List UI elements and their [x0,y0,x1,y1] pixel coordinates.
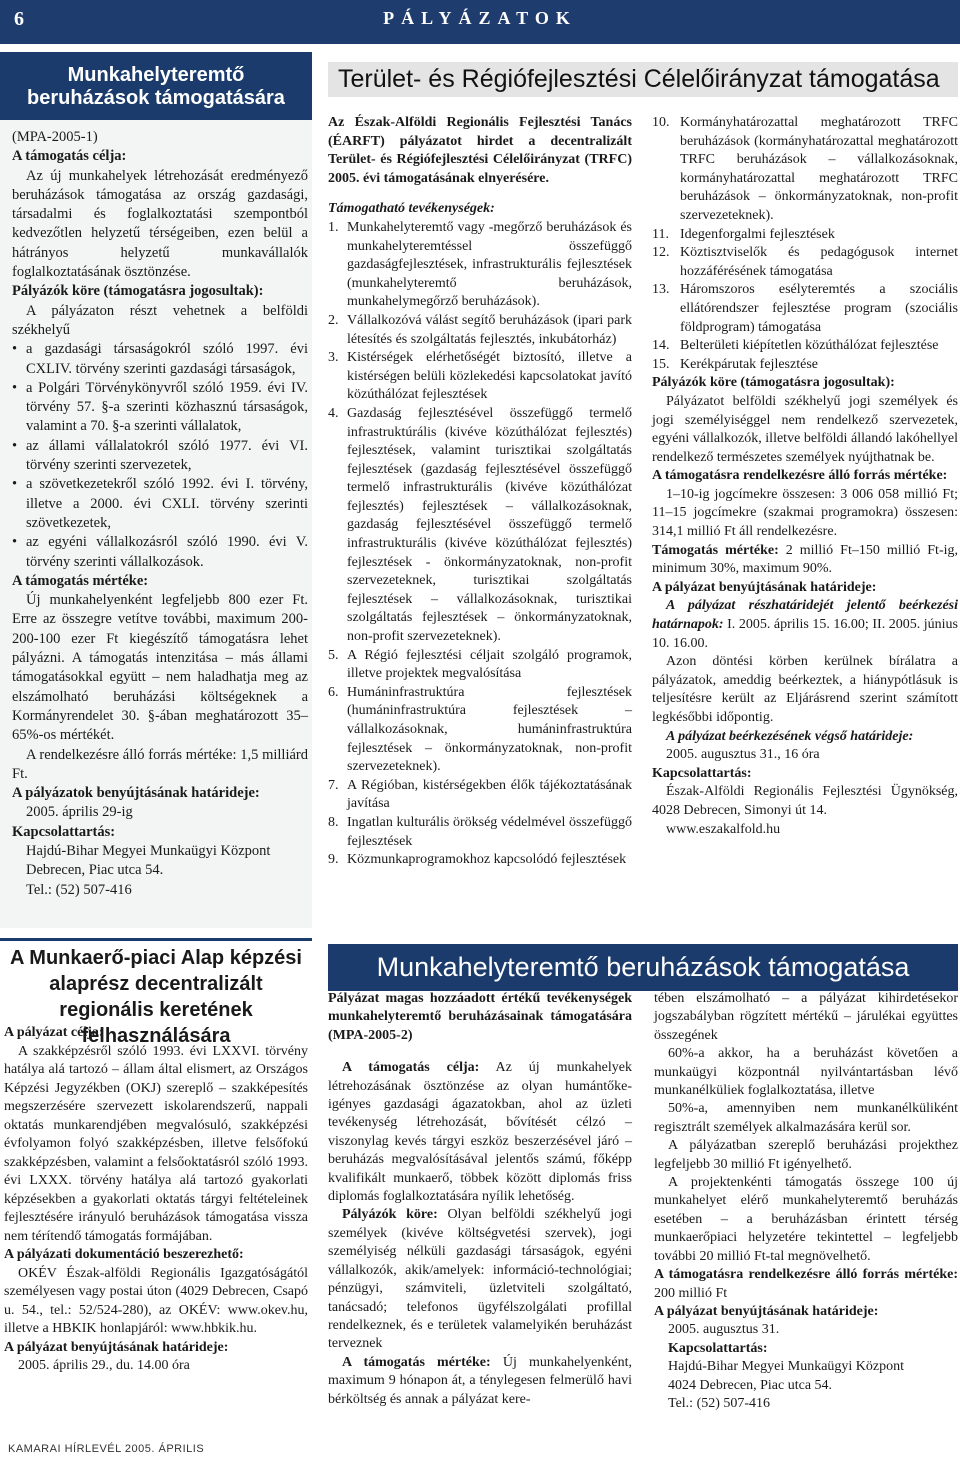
article-3-resource-text: 1–10-ig jogcímekre összesen: 3 006 058 millió Ft; 11–15 jogcímekre (szakmai programokra) összesen: 314,1 millió Ft áll rendelkezésre. [652,486,958,540]
article-2-goal-text: A szakképzésről szóló 1993. évi LXXVI. törvény hatálya alá tartozó – állam által elismert, az Országos Képzési Jegyzékben (OKJ) szereplő – szakképesítés megszerzésére szervezett iskolarendszerű, nappali oktatás munkarendjében megvalósuló, szakképzési évfolyamon folyó szakképzésben, illetve felsőfokú szakképzésben, valamint a felsőoktatásról szóló 1993. évi LXXX. törvény hatálya alá tartozó gyakorlati képzésekben a gyakorlati oktatás tárgyi feltételeinek fejlesztésére irányuló beruházások támogatása vissza nem térítendő támogatás formájában. [4,1043,308,1244]
list-item: • a szövetkezetekről szóló 1992. évi I. törvény, illetve a 2000. évi CXLI. törvény szerinti szövetkezetek, [12,475,308,533]
list-item: 5. A Régió fejlesztési céljait szolgáló programok, illetve projektek megvalósítása [328,647,632,682]
article-3-title: Terület- és Régiófejlesztési Célelőirányzat támogatása [328,62,958,97]
article-2-body [4,1024,308,1376]
section-title: PÁLYÁZATOK [383,8,577,28]
list-item: 15. Kerékpárutak fejlesztése [652,356,818,372]
article-2-docs-text: OKÉV Észak-alföldi Regionális Igazgatóságától személyesen vagy postai úton (4029 Debrecen, Csapó u. 54., tel.: 52/524-280), az OKÉV: www.okev.hu, illetve a HBKIK honlapjáról: www.hbkik.hu. [4,1265,308,1336]
article-4-contact-line: Hajdú-Bihar Megyei Munkaügyi Központ [668,1359,905,1375]
article-4-intro: Pályázat magas hozzáadott értékű tevékenységek munkahelyteremtő beruházásainak támogatására (MPA-2005-2) [328,991,632,1043]
list-item: • a gazdasági társaságokról szóló 1997. évi CXLIV. törvény szerinti gazdasági társaságok, [12,340,308,379]
article-4-eligible: Pályázók köre: Olyan belföldi székhelyű jogi személyek (kivéve költségvetési szervek), jogi személyiség nélküli gazdasági társaságok, egyéni vállalkozók, akik/amelyek: információ-technológiai; pénzügyi, számviteli, üzletviteli szolgáltató, tanácsadó; telefonos ügyfélszolgálati profillal rendelkeznek, és e területek valamelyikén beruházást terveznek [328,1207,632,1352]
article-4-right-p1: tében elszámolható – a pályázat kihirdetésekor jogszabályban rögzített mértékű – járulékai együttes összegének [654,991,958,1043]
article-2-deadline-label: A pályázat benyújtásának határideje: [4,1339,229,1355]
article-4-goal: A támogatás célja: Az új munkahelyek létrehozásának ösztönzése az olyan humántőke-igényes gazdasági ágazatokban, ahol az üzleti tevékenység létrehozását, bővítését célzó – viszonylag kevés tárgyi eszköz beszerzésével járó – beruházás megvalósításával jelentős számú, főképp kvalifikált munkaerő, többek között diplomás friss diplomás foglalkoztatására nyílik lehetőség. [328,1060,632,1205]
list-item: 8. Ingatlan kulturális örökség védelmével összefüggő fejlesztések [328,814,632,849]
list-item: 12. Köztisztviselők és pedagógusok internet hozzáférésének támogatása [652,245,958,279]
article-3-contact-text: Észak-Alföldi Regionális Fejlesztési Ügynökség, 4028 Debrecen, Simonyi út 14. [652,784,958,818]
article-3-deadline-label: A pályázat benyújtásának határideje: [652,579,877,595]
list-item: 4. Gazdaság fejlesztésével összefüggő termelő infrastruktúrális (kivéve közúthálózat fejlesztés) fejlesztések, valamint turisztikai szolgáltatás fejlesztések (gazdaság fejlesztésével összefüggő termelő infrastrukturális (kivéve közúthálózat fejlesztés) fejlesztések – vállalkozásoknak, gazdaság fejlesztésével összefüggő termelő infrastrukturális (kivéve közúthálózat fejlesztés) fejlesztések - önkormányzatoknak, non-profit szervezeteknek, turisztikai szolgáltatás fejlesztések – vállalkozásoknak, turisztikai szolgáltatás fejlesztések – önkormányzatoknak, non-profit szervezeteknek). [328,405,632,645]
article-4-right-p5: A projektenkénti támogatás összege 100 új munkahelyet elérő munkahelyteremtő beruházás esetében – a beruházásban érintett térség munkaerőpiaci helyzetére tekintettel – legfeljebb további 20 millió Ft-tal megnövelhető. [654,1175,958,1264]
page-header [0,0,960,44]
article-3-col-1 [328,114,632,870]
article-1-goal-label: A támogatás célja: [12,148,127,165]
article-3-deadline: A pályázat részhatáridejét jelentő beérkezési határnapok: I. 2005. április 15. 16.00; II. 2005. június 10. 16.00. [652,598,958,651]
article-3-final-label: A pályázat beérkezésének végső határideje: [666,728,914,744]
article-4-title: Munkahelyteremtő beruházások támogatása [328,944,958,991]
article-3-rate: Támogatás mértéke: 2 millió Ft–150 millió Ft-ig, minimum 30%, maximum 90%. [652,542,958,577]
article-1-contact-label: Kapcsolattartás: [12,823,116,840]
article-3-intro: Az Észak-Alföldi Regionális Fejlesztési Tanács (ÉARFT) pályázatot hirdet a decentralizált Terület- és Régiófejlesztési Célelőirányzat (TRFC) 2005. évi támogatásának elnyerésére. [328,115,632,186]
article-4-deadline-label: A pályázat benyújtásának határideje: [654,1303,879,1319]
article-3-decision-text: Azon döntési körben kerülnek bírálatra a pályázatok, ameddig beérkeztek, a hiánypótlásuk is teljesítésre került az Eljárásrend szerint számított legkésőbbi időpontig. [652,654,958,725]
article-4-deadline-text: 2005. augusztus 31. [668,1322,780,1338]
page-number: 6 [14,8,24,30]
list-item: 9. Közmunkaprogramokhoz kapcsolódó fejlesztések [328,852,627,868]
article-4-contact-label: Kapcsolattartás: [668,1340,768,1356]
list-item: • az állami vállalatokról szóló 1977. évi VI. törvény szerinti szervezetek, [12,437,308,476]
article-1-title: Munkahelyteremtő beruházások támogatására [0,52,312,120]
article-4-col-2 [654,990,958,1413]
list-item: 13. Háromszoros esélyteremtés a szociális ellátórendszer fejlesztése program (szociális földprogram) támogatása [652,282,958,335]
article-4-amount: A támogatás mértéke: Új munkahelyenként, maximum 9 hónapon át, a ténylegesen felmerülő havi bérköltség és annak a pályázat kere- [328,1354,632,1407]
article-1-contact-line: Debrecen, Piac utca 54. [26,862,164,879]
article-3-col-2 [652,114,958,839]
article-3-eligible-text: Pályázatot belföldi székhelyű jogi személyek és jogi személyiséggel nem rendelkező szervezetek, egyéni vállalkozók, illetve belföldi állandó lakóhellyel rendelkező természetes személyek nyújthatnak be. [652,393,958,465]
list-item: 14. Belterületi kiépítetlen közúthálózat fejlesztése [652,338,939,354]
article-1-eligible-list [12,340,308,572]
article-3-activities-label: Támogatható tevékenységek: [328,201,495,217]
list-item: 2. Vállalkozóvá válást segítő beruházások (ipari park létesítés és szolgáltatás fejlesztés, inkubátorház) [328,312,632,347]
list-item: • a Polgári Törvénykönyvről szóló 1959. évi IV. törvény 57. §-a szerinti közhasznú társaságok, valamint a 70. §-a szerinti vállalatok, [12,379,308,437]
list-item: 7. A Régióban, kistérségekben élők tájékoztatásának javítása [328,777,632,812]
article-1-body [12,128,308,900]
article-1-deadline-label: A pályázatok benyújtásának határideje: [12,785,260,802]
article-4-contact-line: 4024 Debrecen, Piac utca 54. [668,1377,833,1393]
page-footer: KAMARAI HÍRLEVÉL 2005. ÁPRILIS [8,1443,205,1455]
list-item: 11. Idegenforgalmi fejlesztések [652,226,835,242]
article-1-code: (MPA-2005-1) [12,129,98,145]
article-4-right-p3: 50%-a, amennyiben nem munkanélküliként regisztrált személyek alkalmazására kerül sor. [654,1101,958,1135]
article-1-contact-line: Hajdú-Bihar Megyei Munkaügyi Központ [26,842,271,859]
article-3-resource-label: A támogatásra rendelkezésre álló forrás mértéke: [652,468,948,484]
article-4-resource: A támogatásra rendelkezésre álló forrás mértéke: 200 millió Ft [654,1267,958,1301]
article-3-final-text: 2005. augusztus 31., 16 óra [666,747,820,763]
article-1-deadline-text: 2005. április 29-ig [26,804,133,821]
article-1-eligible-text: A pályázaton részt vehetnek a belföldi székhelyű [12,302,308,338]
article-1-eligible-label: Pályázók köre (támogatásra jogosultak): [12,283,264,300]
article-2-goal-label: A pályázat célja: [4,1025,104,1040]
article-1-amount-label: A támogatás mértéke: [12,572,149,589]
article-3-eligible-label: Pályázók köre (támogatásra jogosultak): [652,375,895,391]
article-3-contact-label: Kapcsolattartás: [652,765,752,781]
article-3-activities-list [328,219,632,870]
list-item: • az egyéni vállalkozásról szóló 1990. évi V. törvény szerinti vállalkozások. [12,533,308,572]
article-2-title: A Munkaerő-piaci Alap képzési alaprész decentralizált regionális keretének felhasználására [0,938,312,1049]
article-4-right-p2: 60%-a akkor, ha a beruházást követően a munkaügyi központnál nyilvántartásban lévő munkanélküliek foglalkoztatása, illetve [654,1046,958,1099]
list-item: 3. Kistérségek elérhetőségét biztosító, illetve a kistérségen belüli közlekedési kapcsolatokat javító közúthálózat fejlesztések [328,350,632,403]
article-1-contact-line: Tel.: (52) 507-416 [26,881,132,898]
list-item: 6. Humáninfrastruktúra fejlesztések (humáninfrastruktúra fejlesztések – vállalkozásoknak, humáninfrastruktúra fejlesztések – önkormányzatoknak, non-profit szervezeteknek). [328,684,632,775]
article-4-col-1 [328,990,632,1409]
article-2-docs-label: A pályázati dokumentáció beszerezhető: [4,1247,244,1262]
article-1-goal-text: Az új munkahelyek létrehozását eredményező beruházások támogatása az ország gazdasági, társadalmi és foglalkoztatási szempontból kedvezőtlen helyzetű térségeiben, ezen belül a hátrányos helyzetű munkavállalók foglalkoztatásának ösztönzése. [12,167,308,281]
article-1-resource-text: A rendelkezésre álló forrás mértéke: 1,5 milliárd Ft. [12,746,308,782]
article-4-right-p4: A pályázatban szereplő beruházási projekthez legfeljebb 30 millió Ft igényelhető. [654,1138,958,1172]
article-1-amount-text: Új munkahelyenként legfeljebb 800 ezer Ft. Erre az összegre vetítve további, maximum 200-200-100 ezer Ft kiegészítő támogatásra lehet pályázni. A támogatás intenzitása – más állami támogatásokkal együtt – nem haladhatja meg az elszámolható beruházási költségeknek a Kormányrendelet 30. §-ában meghatározott 35–65%-os mértékét. [12,592,308,744]
list-item: 10. Kormányhatározattal meghatározott TRFC beruházások (kormányhatározattal meghatározott TRFC beruházások – vállalkozásoknak, kormányhatározattal meghatározott TRFC beruházások – önkormányzatoknak, non-profit szervezeteknek). [652,115,958,223]
article-3-contact-url[interactable]: www.eszakalfold.hu [666,821,781,837]
article-2-deadline-text: 2005. április 29., du. 14.00 óra [18,1358,190,1373]
article-4-contact-line: Tel.: (52) 507-416 [668,1395,771,1411]
article-3-activities-list-cont [652,114,958,374]
list-item: 1. Munkahelyteremtő vagy -megőrző beruházások és munkahelyteremtéssel összefüggő gazdaságfejlesztések, infrastrukturális fejlesztések (munkahelyteremtő beruházások, munkahelymegőrző beruházások). [328,219,632,310]
